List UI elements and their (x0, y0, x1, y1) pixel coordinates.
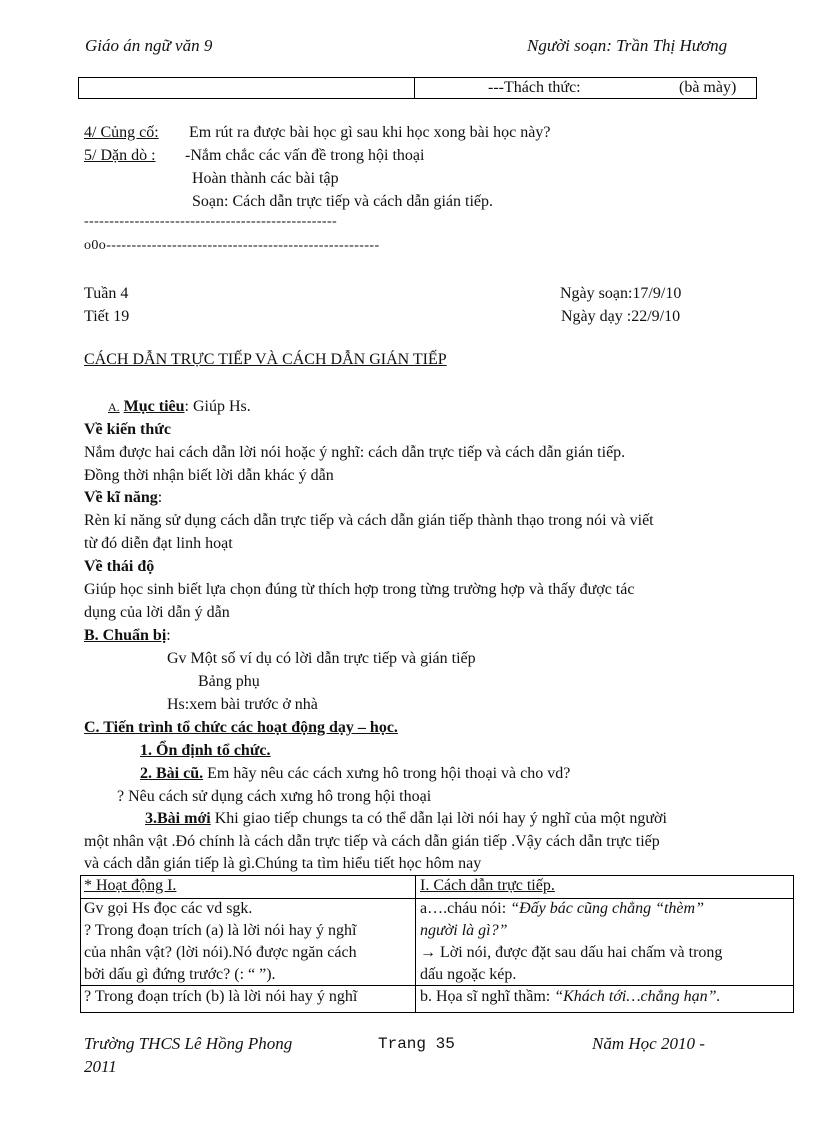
preparation-heading (84, 627, 171, 645)
homework-item: Soạn: Cách dẫn trực tiếp và cách dẫn gián tiếp. (192, 193, 494, 210)
process-step2-question: ? Nêu cách sử dụng cách xưng hô trong hội thoại (117, 788, 432, 805)
attitude-title: Về thái độ (84, 558, 155, 575)
footer-year-cont: 2011 (84, 1057, 117, 1076)
left-header: * Hoạt động I. (84, 877, 177, 894)
right-a-prefix: a….cháu nói: (420, 900, 511, 917)
footer-school: Trường THCS Lê Hồng Phong (84, 1034, 293, 1053)
top-table-text: ---Thách thức: (488, 79, 581, 96)
preparation-line: Bảng phụ (198, 673, 260, 690)
preparation-label: B. Chuẩn bị (84, 627, 167, 644)
homework-item: -Nắm chắc các vấn đề trong hội thoại (185, 147, 425, 164)
separator: o0o------------------------------------------------------ (84, 238, 380, 253)
header-right: Người soạn: Trần Thị Hương (527, 36, 728, 55)
process-step3-label: 3.Bài mới (145, 810, 211, 827)
skills-line: từ đó diễn đạt linh hoạt (84, 535, 233, 552)
process-step3-line: và cách dẫn gián tiếp là gì.Chúng ta tìm hiểu tiết học hôm nay (84, 855, 482, 872)
attitude-line: dụng của lời dẫn ý dẫn (84, 604, 230, 621)
knowledge-line: Nắm được hai cách dẫn lời nói hoặc ý nghĩ: cách dẫn trực tiếp và cách dẫn gián tiếp. (84, 444, 626, 461)
process-step2-text: Em hãy nêu các cách xưng hô trong hội thoại và cho vd? (203, 765, 571, 782)
right-header: I. Cách dẫn trực tiếp. (420, 877, 555, 894)
right-b-quote: “Khách tới…chẳng hạn”. (554, 988, 721, 1005)
objectives-prefix: A. (108, 400, 120, 414)
process-step3 (145, 810, 667, 828)
top-table (78, 77, 757, 99)
objectives-text: : Giúp Hs. (184, 398, 251, 415)
homework-item: Hoàn thành các bài tập (192, 170, 339, 187)
skills-colon: : (157, 489, 163, 506)
separator: -------------------------------------------------- (84, 214, 338, 229)
left-line: của nhân vật? (lời nói).Nó được ngăn cách (84, 944, 357, 961)
process-step3-line: Khi giao tiếp chungs ta có thể dẫn lại lời nói hay ý nghĩ của một người (210, 810, 667, 827)
knowledge-title: Về kiến thức (84, 421, 171, 438)
process-step1: 1. Ổn định tổ chức. (140, 742, 271, 759)
preparation-line: Hs:xem bài trước ở nhà (167, 696, 318, 713)
right-a-quote: “Đấy bác cũng chẳng “thèm” (510, 900, 704, 917)
objectives-heading (108, 398, 251, 416)
consolidation-label: 4/ Củng cố: (84, 124, 159, 141)
footer-year: Năm Học 2010 - (592, 1034, 705, 1053)
consolidation-text: Em rút ra được bài học gì sau khi học xong bài học này? (189, 124, 551, 141)
preparation-line: Gv Một số ví dụ có lời dẫn trực tiếp và gián tiếp (167, 650, 476, 667)
date-taught: Ngày dạy :22/9/10 (561, 308, 681, 325)
left-line: ? Trong đoạn trích (b) là lời nói hay ý nghĩ (84, 988, 358, 1005)
skills-heading (84, 489, 162, 507)
activity-table (80, 875, 794, 986)
right-b-prefix: b. Họa sĩ nghĩ thầm: (420, 988, 555, 1005)
left-line: ? Trong đoạn trích (a) là lời nói hay ý nghĩ (84, 922, 357, 939)
left-line: bởi dấu gì đứng trước? (: “ ”). (84, 966, 276, 983)
week: Tuần 4 (84, 285, 129, 302)
attitude-line: Giúp học sinh biết lựa chọn đúng từ thích hợp trong từng trường hợp và thấy được tác (84, 581, 635, 598)
process-step2 (140, 765, 570, 783)
period: Tiết 19 (84, 308, 130, 325)
date-prepared: Ngày soạn:17/9/10 (560, 285, 682, 302)
process-step2-label: 2. Bài cũ. (140, 765, 204, 782)
footer-page: Trang 35 (378, 1035, 455, 1053)
right-arrow-line: → Lời nói, được đặt sau dấu hai chấm và trong (420, 944, 723, 961)
process-title: C. Tiến trình tổ chức các hoạt động dạy – học. (84, 719, 398, 736)
top-table-note: (bà mày) (679, 79, 737, 96)
process-step3-line: một nhân vật .Đó chính là cách dẫn trực tiếp và cách dẫn gián tiếp .Vậy cách dẫn trực tiếp (84, 833, 660, 850)
left-line: Gv gọi Hs đọc các vd sgk. (84, 900, 253, 917)
knowledge-line: Đồng thời nhận biết lời dẫn khác ý dẫn (84, 467, 334, 484)
preparation-colon: : (166, 627, 171, 644)
right-a (420, 900, 704, 918)
header-left: Giáo án ngữ văn 9 (85, 36, 213, 55)
lesson-title: CÁCH DẪN TRỰC TIẾP VÀ CÁCH DẪN GIÁN TIẾP (84, 351, 447, 368)
skills-title: Về kĩ năng (84, 489, 158, 506)
skills-line: Rèn kỉ năng sử dụng cách dẫn trực tiếp và cách dẫn gián tiếp thành thạo trong nói và viết (84, 512, 654, 529)
objectives-label: Mục tiêu (123, 398, 185, 415)
right-arrow-line: dấu ngoặc kép. (420, 966, 517, 983)
homework-label: 5/ Dặn dò : (84, 147, 156, 164)
activity-table-last-row (80, 985, 794, 1013)
right-a-quote-cont: người là gì?” (420, 922, 508, 939)
